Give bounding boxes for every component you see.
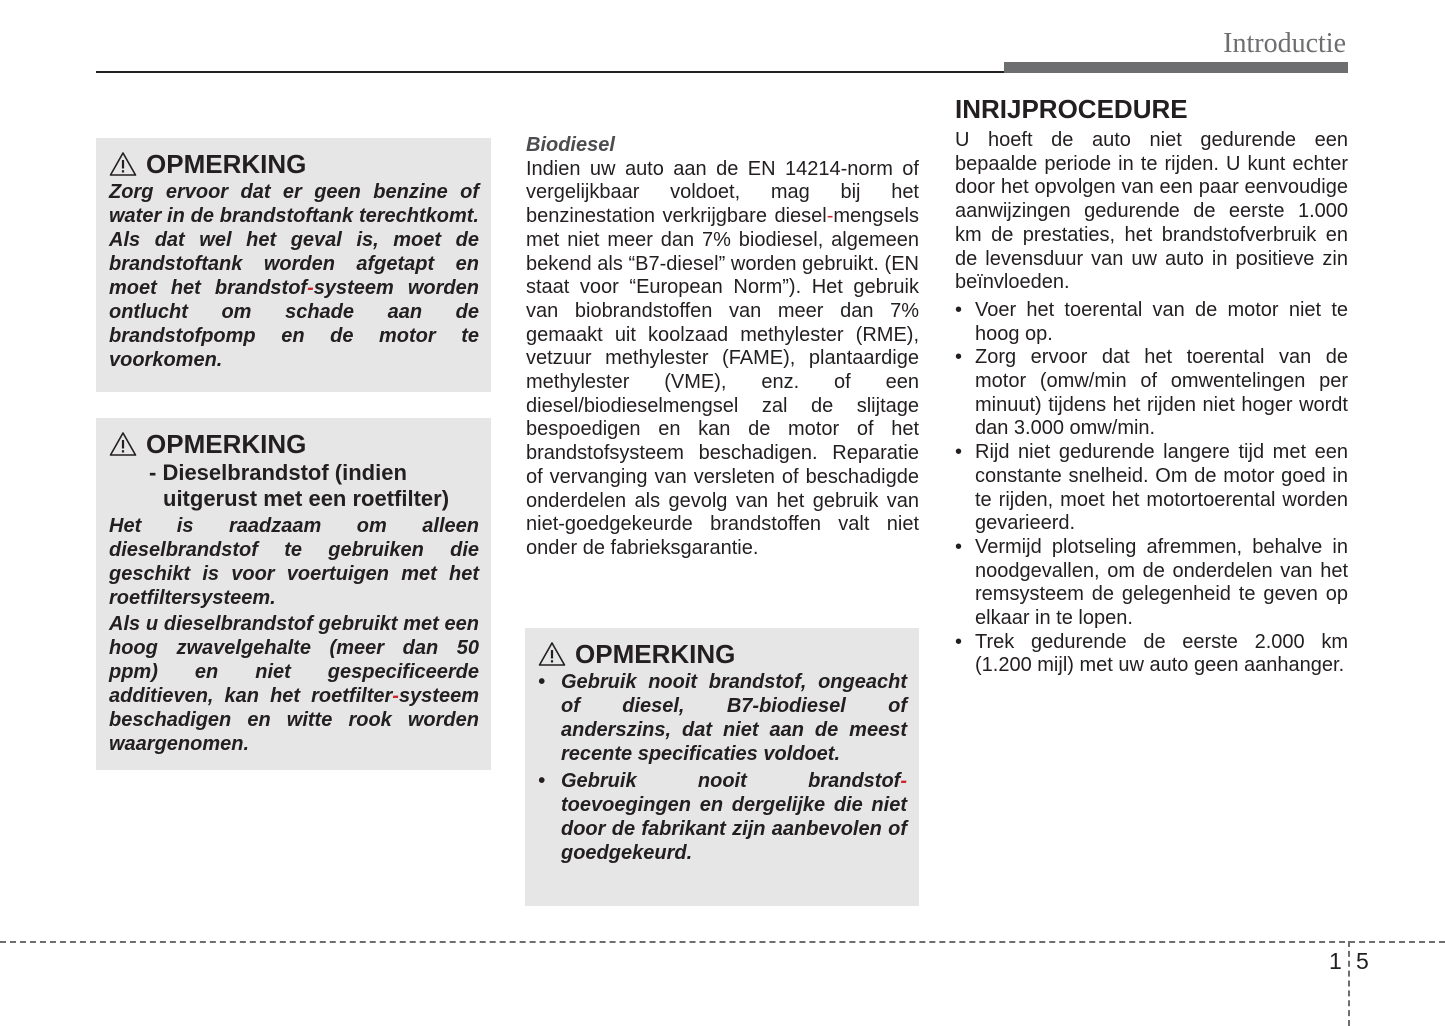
warning-icon (109, 431, 137, 457)
notice-text: Zorg ervoor dat er geen benzine of water in de brandstoftank terechtkomt. Als dat wel het geval is, moet de brandstoftank worden afgetapt en moet het brandstof-systeem worden ontlucht om schade aan de brandstofpomp en de motor te voorkomen. (109, 181, 479, 371)
list-item-text: Rijd niet gedurende langere tijd met een constante snelheid. Om de motor goed in te rijden, moet het motortoerental worden gevarieerd. (975, 441, 1348, 535)
bullet: • (538, 770, 546, 792)
notice-box-1 (96, 138, 491, 392)
notice-box-3 (525, 628, 919, 906)
notice-text: Als u dieselbrandstof gebruikt met een hoog zwavelgehalte (meer dan 50 ppm) en niet gespecificeerde additieven, kan het roetfilter-systeem beschadigen en witte rook worden waargenomen. (109, 613, 479, 755)
intro-text: U hoeft de auto niet gedurende een bepaalde periode in te rijden. U kunt echter door het opvolgen van een paar eenvoudige aanwijzingen gedurende de eerste 1.000 km de prestaties, het brandstofverbruik en de levensduur van uw auto in positieve zin beïnvloeden. (955, 129, 1348, 294)
footer-dashed-line (0, 941, 1445, 943)
notice-title: OPMERKING (146, 429, 307, 459)
inrijprocedure-section (955, 94, 1348, 678)
bullet: • (955, 346, 963, 369)
biodiesel-heading: Biodiesel (526, 134, 615, 156)
biodiesel-text: Indien uw auto aan de EN 14214-norm of vergelijkbaar voldoet, mag bij het benzinestation verkrijgbare diesel-mengsels met niet meer dan 7% biodiesel, algemeen bekend als “B7-diesel” worden gebruikt. (EN staat voor “European Norm”). Het gebruik van biobrandstoffen van meer dan 7% gemaakt uit koolzaad methylester (RME), vetzuur methylester (FAME), plantaardige methylester (VME), enz. of een diesel/biodieselmengsel zal de slijtage bespoedigen en kan de motor of het brandstofsysteem beschadigen. Reparatie of vervanging van versleten of beschadigde onderdelen als gevolg van het gebruik van niet-goedgekeurde brandstoffen valt niet onder de fabrieksgarantie. (526, 157, 919, 559)
header-rule (96, 71, 1005, 73)
notice-subtitle: - Dieselbrandstof (indien uitgerust met een roetfilter) (149, 460, 450, 511)
list-item (955, 631, 1348, 678)
section-title: Introductie (1223, 28, 1346, 59)
notice-header (109, 430, 479, 458)
notice-text: Het is raadzaam om alleen dieselbrandstof te gebruiken die geschikt is voor voertuigen met het roetfiltersysteem. (109, 515, 479, 609)
list-item (538, 769, 907, 865)
header-rule-accent (1004, 62, 1348, 73)
list-item-text: Voer het toerental van de motor niet te hoog op. (975, 298, 1348, 345)
warning-icon (538, 641, 566, 667)
notice-title: OPMERKING (146, 149, 307, 179)
list-item (538, 670, 907, 766)
warning-icon (109, 151, 137, 177)
notice-title: OPMERKING (575, 639, 736, 669)
list-item-text: Gebruik nooit brandstof, ongeacht of diesel, B7-biodiesel of anderszins, dat niet aan de meest recente specificaties voldoet. (561, 671, 907, 765)
bullet: • (955, 298, 963, 321)
bullet: • (955, 630, 963, 653)
notice-header (109, 150, 479, 178)
bullet: • (538, 671, 546, 693)
bullet: • (955, 535, 963, 558)
biodiesel-section (526, 134, 919, 561)
list-item (955, 299, 1348, 346)
page-number: 5 (1356, 948, 1369, 974)
notice-box-2 (96, 418, 491, 770)
footer-page-divider (1348, 941, 1350, 1026)
list-item-text: Trek gedurende de eerste 2.000 km (1.200 mijl) met uw auto geen aanhanger. (975, 630, 1348, 677)
list-item (955, 441, 1348, 536)
list-item (955, 346, 1348, 441)
list-item-text: Vermijd plotseling afremmen, behalve in noodgevallen, om de onderdelen van het remsysteem de gelegenheid te geven op elkaar in te lopen. (975, 535, 1348, 630)
list-item-text: Gebruik nooit brandstof-toevoegingen en dergelijke die niet door de fabrikant zijn aanbevolen of goedgekeurd. (561, 770, 907, 864)
section-number: 1 (1329, 948, 1342, 974)
tips-list (955, 299, 1348, 678)
list-item (955, 536, 1348, 631)
bullet: • (955, 441, 963, 464)
section-heading: INRIJPROCEDURE (955, 94, 1188, 124)
notice-header (538, 640, 907, 668)
list-item-text: Zorg ervoor dat het toerental van de motor (omw/min of omwentelingen per minuut) tijdens het rijden niet hoger wordt dan 3.000 omw/min. (975, 346, 1348, 440)
